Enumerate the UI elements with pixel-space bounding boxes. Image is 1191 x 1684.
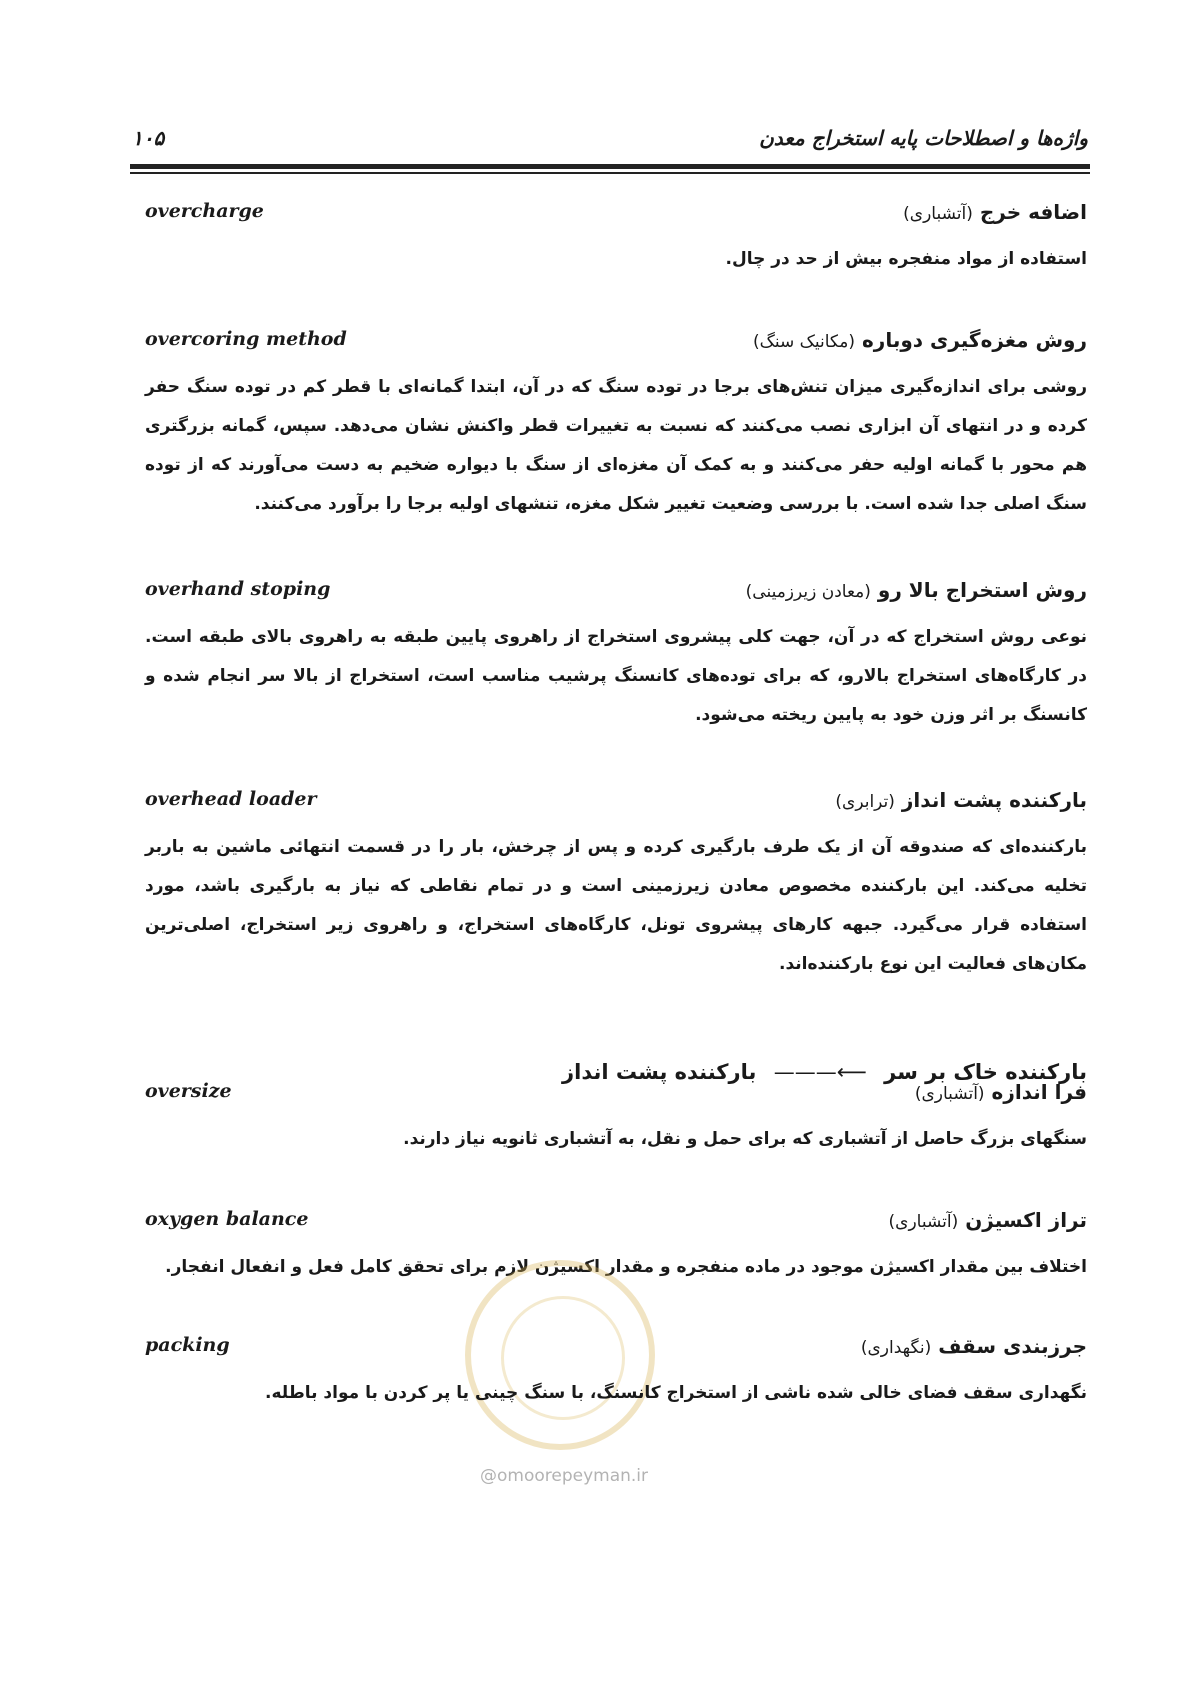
term-persian: [835, 788, 1087, 812]
arrow-left-icon: ⟵———: [773, 1060, 867, 1084]
term-persian: [861, 1334, 1087, 1358]
term-persian: [915, 1080, 1087, 1104]
running-header: [132, 126, 1088, 166]
term-field: (نگهداری): [860, 1338, 932, 1358]
term-field: (آتشباری): [903, 204, 973, 224]
glossary-entry: [145, 1208, 1087, 1287]
term-definition: سنگهای بزرگ حاصل از آتشباری که برای حمل و نقل، به آتشباری ثانویه نیاز دارند.: [403, 1129, 1087, 1149]
glossary-entry: [145, 578, 1087, 735]
header-rule-thin: [130, 172, 1090, 174]
term-persian: [753, 328, 1087, 352]
term-persian: [889, 1208, 1087, 1232]
term-english: overcharge: [145, 200, 264, 222]
term-definition: استفاده از مواد منفجره بیش از حد در چال.: [725, 249, 1087, 269]
term-field: (معادن زیرزمینی): [745, 582, 871, 602]
term-english: overhead loader: [145, 788, 317, 810]
term-english: oversize: [145, 1080, 232, 1102]
header-title: واژه‌ها و اصطلاحات پایه استخراج معدن: [759, 126, 1088, 150]
term-field: (آتشباری): [914, 1084, 985, 1104]
watermark-text: @omoorepeyman.ir: [480, 1466, 649, 1486]
term-definition: بارکننده‌ای که صندوقه آن از یک طرف بارگیری کرده و پس از چرخش، بار را در قسمت انتهائی ماشین به باربر تخلیه می‌کند. این بارکننده مخصوص معادن زیرزمینی است و در تمام نقاطی که نیاز به بارگیری باشد، مورد استفاده قرار می‌گیرد. جبهه کارهای پیشروی تونل، کارگاه‌های استخراج، و راهروی زیر استخراج، اصلی‌ترین مکان‌های فعالیت این نوع بارکننده‌اند.: [145, 837, 1087, 974]
header-rule-thick: [130, 164, 1090, 169]
term-field: (مکانیک سنگ): [753, 332, 856, 352]
term-definition: اختلاف بین مقدار اکسیژن موجود در ماده منفجره و مقدار اکسیژن لازم برای تحقق کامل فعل و انفعال انفجار.: [165, 1257, 1087, 1277]
term-english: overhand stoping: [145, 578, 331, 600]
glossary-entry: [145, 200, 1087, 279]
term-english: overcoring method: [145, 328, 347, 350]
term-persian-label: تراز اکسیژن: [965, 1208, 1087, 1232]
term-definition: نوعی روش استخراج که در آن، جهت کلی پیشروی استخراج از راهروی پایین طبقه به راهروی بالای طبقه است. در کارگاه‌های استخراج بالارو، که برای توده‌های کانسنگ پرشیب مناسب است، استخراج از بالا سر انجام شده و کانسنگ بر اثر وزن خود به پایین ریخته می‌شود.: [145, 627, 1087, 725]
cross-reference-from: بارکننده خاک بر سر: [884, 1060, 1087, 1084]
glossary-entry: [145, 1334, 1087, 1413]
term-english: packing: [145, 1334, 230, 1356]
term-english: oxygen balance: [145, 1208, 309, 1230]
term-field: (ترابری): [835, 792, 895, 812]
term-persian-label: فرا اندازه: [991, 1080, 1087, 1104]
term-persian-label: بارکننده پشت انداز: [901, 788, 1087, 812]
term-persian-label: اضافه خرج: [979, 200, 1087, 224]
term-persian: [746, 578, 1087, 602]
term-persian: [903, 200, 1087, 224]
term-field: (آتشباری): [888, 1212, 959, 1232]
term-definition: نگهداری سقف فضای خالی شده ناشی از استخراج کانسنگ، با سنگ چینی یا پر کردن با مواد باطله.: [265, 1383, 1087, 1403]
page-number: ۱۰۵: [132, 126, 165, 150]
term-persian-label: جرزبندی سقف: [938, 1334, 1087, 1358]
glossary-entry: [145, 788, 1087, 984]
cross-reference-to: بارکننده پشت انداز: [562, 1060, 757, 1084]
term-definition: روشی برای اندازه‌گیری میزان تنش‌های برجا در توده سنگ که در آن، ابتدا گمانه‌ای با قطر کم در توده سنگ حفر کرده و در انتهای آن ابزاری نصب می‌کنند که نسبت به تغییرات قطر واکنش نشان می‌دهد. سپس، گمانه بزرگتری هم محور با گمانه اولیه حفر می‌کنند و به کمک آن مغزه‌ای از سنگ با دیواره ضخیم به دست می‌آورند که از توده سنگ اصلی جدا شده است. با بررسی وضعیت تغییر شکل مغزه، تنشهای اولیه برجا را برآورد می‌کنند.: [145, 377, 1087, 514]
glossary-entry: [145, 328, 1087, 524]
glossary-entry: [145, 1080, 1087, 1159]
term-persian-label: روش استخراج بالا رو: [877, 578, 1087, 602]
term-persian-label: روش مغزه‌گیری دوباره: [862, 328, 1087, 352]
